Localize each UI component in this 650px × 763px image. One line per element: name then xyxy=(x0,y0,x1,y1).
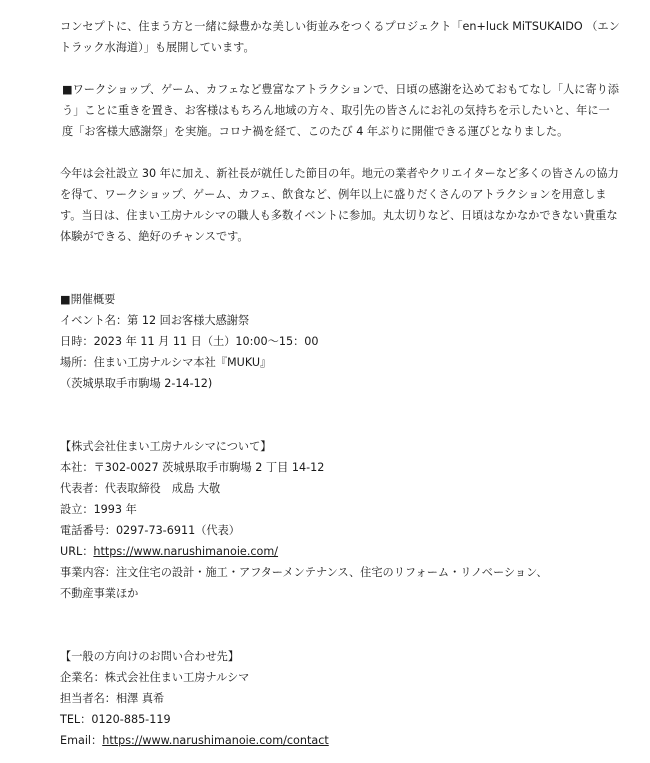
intro-paragraph: コンセプトに、住まう方と一緒に緑豊かな美しい街並みをつくるプロジェクト「en+luck MiTSUKAIDO （エントラック水海道）」も展開しています。 xyxy=(60,20,620,54)
company-ceo: 代表者：代表取締役 成島 大敬 xyxy=(60,482,221,495)
event-overview-heading: ■開催概要 xyxy=(60,293,116,306)
contact-person: 担当者名：相澤 真希 xyxy=(60,692,165,705)
event-name: イベント名：第 12 回お客様大感謝祭 xyxy=(60,314,250,327)
event-datetime: 日時：2023 年 11 月 11 日（土）10:00～15：00 xyxy=(60,335,319,348)
company-url-link[interactable]: https://www.narushimanoie.com/ xyxy=(93,545,279,558)
year-paragraph: 今年は会社設立 30 年に加え、新社長が就任した節目の年。地元の業者やクリエイターなど多くの皆さんの協力を得て、ワークショップ、ゲーム、カフェ、飲食など、例年以上に盛りだくさんのアトラクションを用意します。当日は、住まい工房ナルシマの職人も多数イベントに参加。丸太切りなど、日頃はなかなかできない貴重な体験ができる、絶好のチャンスです。 xyxy=(60,167,619,243)
event-overview-section xyxy=(60,289,620,394)
contact-email-label: Email： xyxy=(60,734,103,747)
company-url-line xyxy=(60,541,620,562)
company-founded: 設立：1993 年 xyxy=(60,503,137,516)
press-release-document xyxy=(60,16,620,751)
contact-heading: 【一般の方向けのお問い合わせ先】 xyxy=(60,650,240,663)
company-hq: 本社：〒302-0027 茨城県取手市駒場 2 丁目 14-12 xyxy=(60,461,325,474)
contact-email-line xyxy=(60,730,620,751)
contact-tel: TEL：0120-885-119 xyxy=(60,713,171,726)
contact-info-section xyxy=(60,646,620,751)
company-url-label: URL： xyxy=(60,545,94,558)
event-place: 場所：住まい工房ナルシマ本社『MUKU』 xyxy=(60,356,272,369)
company-info-heading: 【株式会社住まい工房ナルシマについて】 xyxy=(60,440,272,453)
contact-url-link[interactable]: https://www.narushimanoie.com/contact xyxy=(102,734,329,747)
company-business-line1: 事業内容：注文住宅の設計・施工・アフターメンテナンス、住宅のリフォーム・リノベーション、 xyxy=(60,566,548,579)
company-phone: 電話番号：0297-73-6911（代表） xyxy=(60,524,240,537)
contact-company: 企業名：株式会社住まい工房ナルシマ xyxy=(60,671,250,684)
event-address: （茨城県取手市駒場 2-14-12) xyxy=(60,377,213,390)
company-business-line2: 不動産事業ほか xyxy=(60,587,139,600)
event-paragraph: ■ワークショップ、ゲーム、カフェなど豊富なアトラクションで、日頃の感謝を込めておもてなし「人に寄り添う」ことに重きを置き、お客様はもちろん地域の方々、取引先の皆さんにお礼の気持ちを示したいと、年に一度「お客様大感謝祭」を実施。コロナ禍を経て、このたび 4 年ぶりに開催できる運びとなりました。 xyxy=(62,83,619,138)
company-info-section xyxy=(60,436,620,604)
